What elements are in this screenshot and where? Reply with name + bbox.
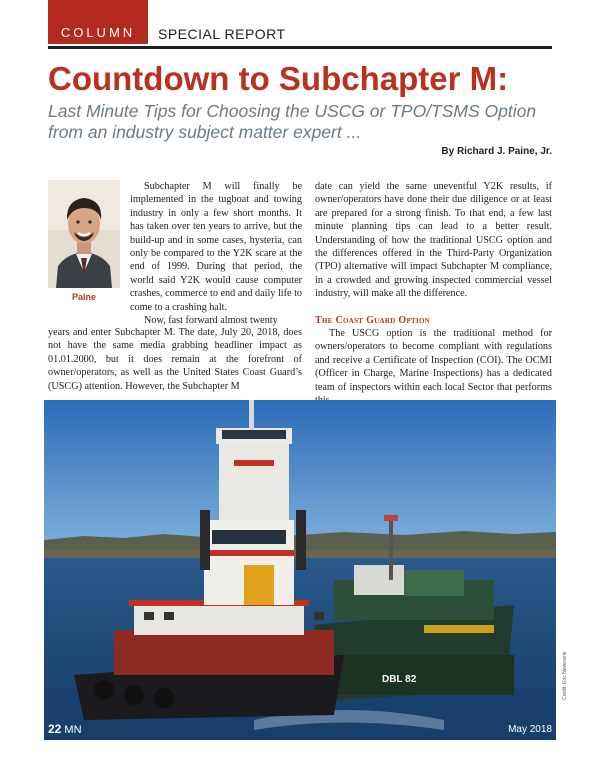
page-number: 22 — [48, 722, 62, 736]
column-label: COLUMN — [60, 25, 136, 40]
header-rule — [48, 46, 552, 49]
body-paragraph: Now, fast forward almost twenty — [144, 315, 278, 327]
tugboat-barge-image — [44, 400, 556, 740]
body-paragraph: years and enter Subchapter M. The date, July 20, 2018, does not have the same media grabbing headliner impact as 01.01.2000, but it does remain at the forefront of owner/operators, as well as the United States Coast Guard’s (USCG) attention. However, the Subchapter M — [48, 327, 302, 392]
author-photo — [48, 180, 120, 288]
subhead-line-2: from an industry subject matter expert ... — [48, 122, 362, 142]
column-2-top — [315, 180, 552, 301]
body-paragraph: The USCG option is the traditional method for owners/operators to become compliant with regulations and receive a Certificate of Inspection (COI). The OCMI (Officer in Charge, Marine Inspections) has a dedicated team of inspectors within each local Sector that performs — [315, 328, 552, 393]
column-1-bottom — [48, 326, 302, 393]
author-portrait-image — [48, 180, 120, 288]
section-heading: The Coast Guard Option — [315, 315, 431, 326]
magazine-name: MN — [64, 724, 82, 736]
photo-credit: Credit: Eric Neversink — [562, 651, 568, 700]
column-2-bottom — [315, 327, 552, 407]
page-folio — [48, 722, 82, 736]
section-label: SPECIAL REPORT — [158, 26, 286, 42]
body-paragraph: date can yield the same uneventful Y2K results, if owner/operators have done their due diligence or at least are prepared for a strong finish. To that end, a few last minute planning tips can lead to a better result. Understanding of how the traditional USCG option and the differences offered in the Third-Party Organization (TPO) alternative will impact Subchapter M compliance, in a crowded and growing inspected commercial vessel industry, will make all the difference. — [315, 181, 552, 300]
tugboat-photo — [44, 400, 556, 740]
body-paragraph: Subchapter M will finally be implemented in the tugboat and towing industry in only a few short months. It has taken over ten years to arrive, but the build-up and in some cases, hysteria, can only be compared to the Y2K scare at the end of 1999. During that period, the world said Y2K would cause computer crashes, commerce to end and daily life to come to a crashing halt. — [130, 181, 302, 313]
photo-caption: Paine — [71, 292, 96, 302]
article-headline: Countdown to Subchapter M: — [48, 60, 509, 97]
subhead-line-1: Last Minute Tips for Choosing the USCG or TPO/TSMS Option — [48, 101, 537, 121]
issue-date: May 2018 — [508, 724, 552, 735]
column-1-top — [130, 180, 302, 327]
column-tag — [48, 0, 148, 44]
byline: By Richard J. Paine, Jr. — [441, 146, 552, 157]
article-subhead — [48, 101, 558, 143]
barge-marking: DBL 82 — [382, 674, 417, 685]
